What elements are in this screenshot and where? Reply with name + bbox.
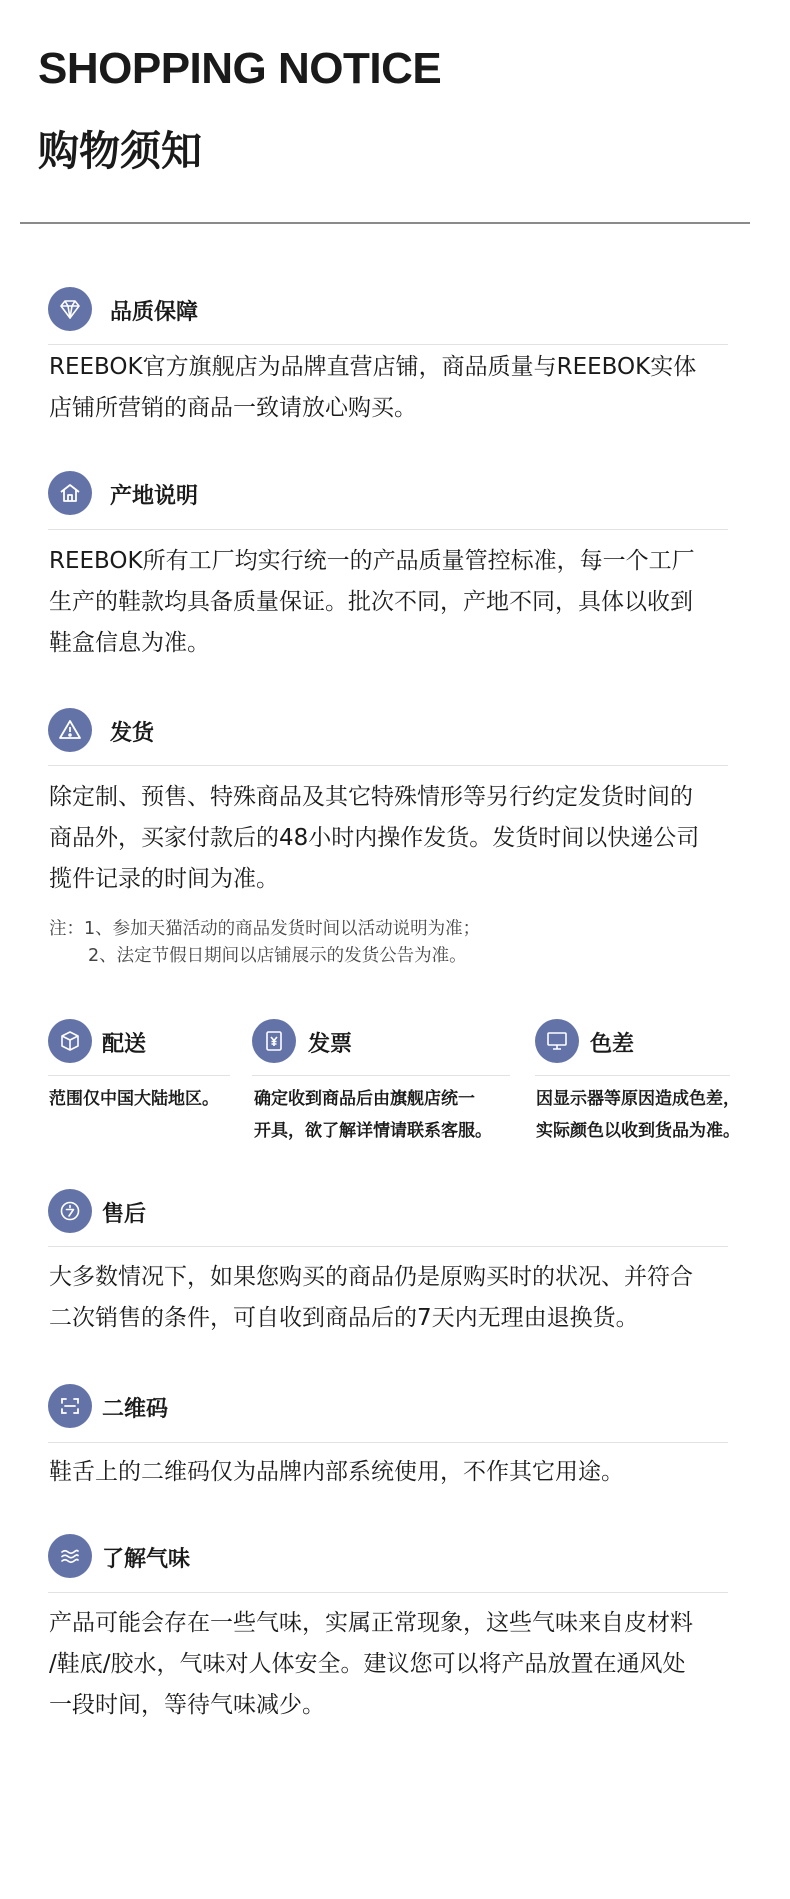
text-line: 因显示器等原因造成色差， [536,1089,740,1109]
section-text-qrcode [49,1452,749,1493]
text-line: 一段时间，等待气味减少。 [49,1692,325,1718]
section-title-smell: 了解气味 [102,1547,191,1572]
section-divider [48,344,728,345]
section-divider [48,1592,728,1593]
section-text-invoice [254,1083,492,1147]
section-title-delivery: 配送 [102,1032,147,1057]
warning-icon [48,708,92,752]
text-line: 大多数情况下，如果您购买的商品仍是原购买时的状况、并符合 [49,1264,693,1290]
section-divider [535,1075,730,1076]
text-line: 确定收到商品后由旗舰店统一 [254,1089,475,1109]
page-title-cn: 购物须知 [38,127,202,175]
section-title-invoice: 发票 [308,1032,353,1057]
page-title-en: SHOPPING NOTICE [38,44,442,93]
text-line: 生产的鞋款均具备质量保证。批次不同，产地不同，具体以收到 [49,589,693,615]
text-line: 范围仅中国大陆地区。 [49,1089,219,1109]
text-line: 鞋盒信息为准。 [49,630,210,656]
text-line: 开具，欲了解详情请联系客服。 [254,1121,492,1141]
section-text-quality [49,347,749,429]
text-line: 商品外，买家付款后的48小时内操作发货。发货时间以快递公司 [49,825,700,851]
diamond-icon [48,287,92,331]
section-text-smell [49,1603,749,1726]
text-line: 二次销售的条件，可自收到商品后的7天内无理由退换货。 [49,1305,639,1331]
section-title-origin: 产地说明 [110,484,199,509]
section-title-qrcode: 二维码 [102,1397,169,1422]
text-line: 店铺所营销的商品一致请放心购买。 [49,395,417,421]
box-icon [48,1019,92,1063]
shipping-note-1: 注：1、参加天猫活动的商品发货时间以活动说明为准； [49,919,481,939]
section-divider [48,1442,728,1443]
section-divider [252,1075,510,1076]
seven-day-icon [48,1189,92,1233]
section-text-aftersale [49,1257,749,1339]
section-text-shipping [49,777,749,900]
text-line: 实际颜色以收到货品为准。 [536,1121,740,1141]
shipping-note-2: 2、法定节假日期间以店铺展示的发货公告为准。 [88,946,467,966]
text-line: REEBOK所有工厂均实行统一的产品质量管控标准，每一个工厂 [49,548,695,574]
section-title-shipping: 发货 [110,721,155,746]
text-line: REEBOK官方旗舰店为品牌直营店铺，商品质量与REEBOK实体 [49,354,697,380]
text-line: 揽件记录的时间为准。 [49,866,279,892]
section-divider [48,529,728,530]
section-text-origin [49,541,749,664]
text-line: /鞋底/胶水，气味对人体安全。建议您可以将产品放置在通风处 [49,1651,686,1677]
yuan-icon [252,1019,296,1063]
section-title-color: 色差 [590,1032,635,1057]
airflow-icon [48,1534,92,1578]
section-title-quality: 品质保障 [110,300,199,325]
text-line: 除定制、预售、特殊商品及其它特殊情形等另行约定发货时间的 [49,784,693,810]
monitor-icon [535,1019,579,1063]
section-divider [48,1075,230,1076]
text-line: 鞋舌上的二维码仅为品牌内部系统使用，不作其它用途。 [49,1459,624,1485]
text-line: 产品可能会存在一些气味，实属正常现象，这些气味来自皮材料 [49,1610,693,1636]
section-text-delivery [49,1083,219,1115]
header-divider [20,222,750,224]
section-title-aftersale: 售后 [102,1202,147,1227]
section-divider [48,765,728,766]
qr-scan-icon [48,1384,92,1428]
section-divider [48,1246,728,1247]
home-icon [48,471,92,515]
section-text-color [536,1083,740,1147]
